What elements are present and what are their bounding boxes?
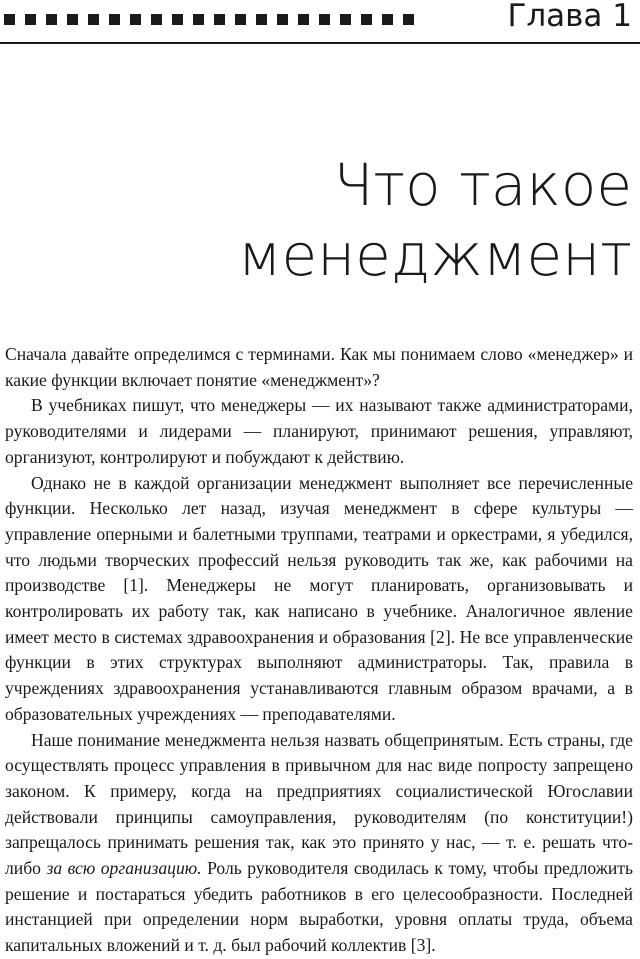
square-bullet-icon: [361, 14, 372, 25]
square-bullet-icon: [256, 14, 267, 25]
square-bullet-icon: [130, 14, 141, 25]
paragraph-3: Однако не в каждой организации менеджмент выполняет все перечисленные функции. Несколько лет назад, изучая менеджмент в сфере культуры — управление оперными и балетными труппами, театрами и оркестрами, я убедился, что людьми творческих профессий нельзя руководить так же, как рабочими на производстве [1]. Менеджеры не могут планировать, организовывать и контролировать их работу так, как написано в учебнике. Аналогичное явление имеет место в системах здравоохранения и образования [2]. Не все управленческие функции в этих структурах выполняют администраторы. Так, правила в учреждениях здравоохранения устанавливаются главным образом врачами, а в образовательных учреждениях — преподавателями.: [5, 472, 633, 724]
paragraph-1: Сначала давайте определимся с терминами. Как мы понимаем слово «менеджер» и какие функции включает понятие «менеджмент»?: [5, 344, 633, 390]
square-bullet-icon: [214, 14, 225, 25]
chapter-title: [238, 150, 632, 290]
square-bullet-icon: [46, 14, 57, 25]
paragraph-4-before: Наше понимание менеджмента нельзя назвать общепринятым. Есть страны, где осуществлять процесс управления в привычном для нас виде попросту запрещено законом. К примеру, когда на предприятиях социалистической Югославии действовали принципы самоуправления, руководителям (по конституции!) запрещалось принимать решения так, как это принято у нас, — т. е. решать что-либо: [5, 729, 633, 879]
square-bullet-icon: [109, 14, 120, 25]
square-bullet-icon: [382, 14, 393, 25]
square-bullet-icon: [193, 14, 204, 25]
square-bullet-icon: [235, 14, 246, 25]
chapter-title-line-2: менеджмент: [237, 221, 632, 289]
square-bullet-icon: [340, 14, 351, 25]
chapter-label: Глава 1: [507, 0, 632, 34]
square-bullet-icon: [25, 14, 36, 25]
square-bullet-icon: [67, 14, 78, 25]
decorative-squares: [4, 14, 414, 25]
square-bullet-icon: [403, 14, 414, 25]
chapter-header: [0, 0, 640, 44]
paragraph-2: В учебниках пишут, что менеджеры — их называют также администраторами, руководителями и лидерами — планируют, принимают решения, управляют, организуют, контролируют и побуждают к действию.: [5, 395, 633, 467]
paragraph-4-after: Роль руководителя сводилась к тому, чтобы предложить решение и постараться убедить работников в его целесообразности. Последней инстанцией при определении норм выработки, уровня оплаты труда, объема капитальных вложений и т. д. был рабочий коллектив [3].: [5, 858, 633, 956]
chapter-title-line-1: Что такое: [333, 151, 632, 219]
square-bullet-icon: [277, 14, 288, 25]
square-bullet-icon: [151, 14, 162, 25]
square-bullet-icon: [319, 14, 330, 25]
square-bullet-icon: [298, 14, 309, 25]
square-bullet-icon: [88, 14, 99, 25]
body-text: [5, 342, 633, 959]
paragraph-4-emphasis: за всю организацию.: [46, 858, 202, 879]
paragraph-4: [5, 728, 633, 959]
square-bullet-icon: [172, 14, 183, 25]
header-rule: [0, 42, 640, 44]
square-bullet-icon: [4, 14, 15, 25]
